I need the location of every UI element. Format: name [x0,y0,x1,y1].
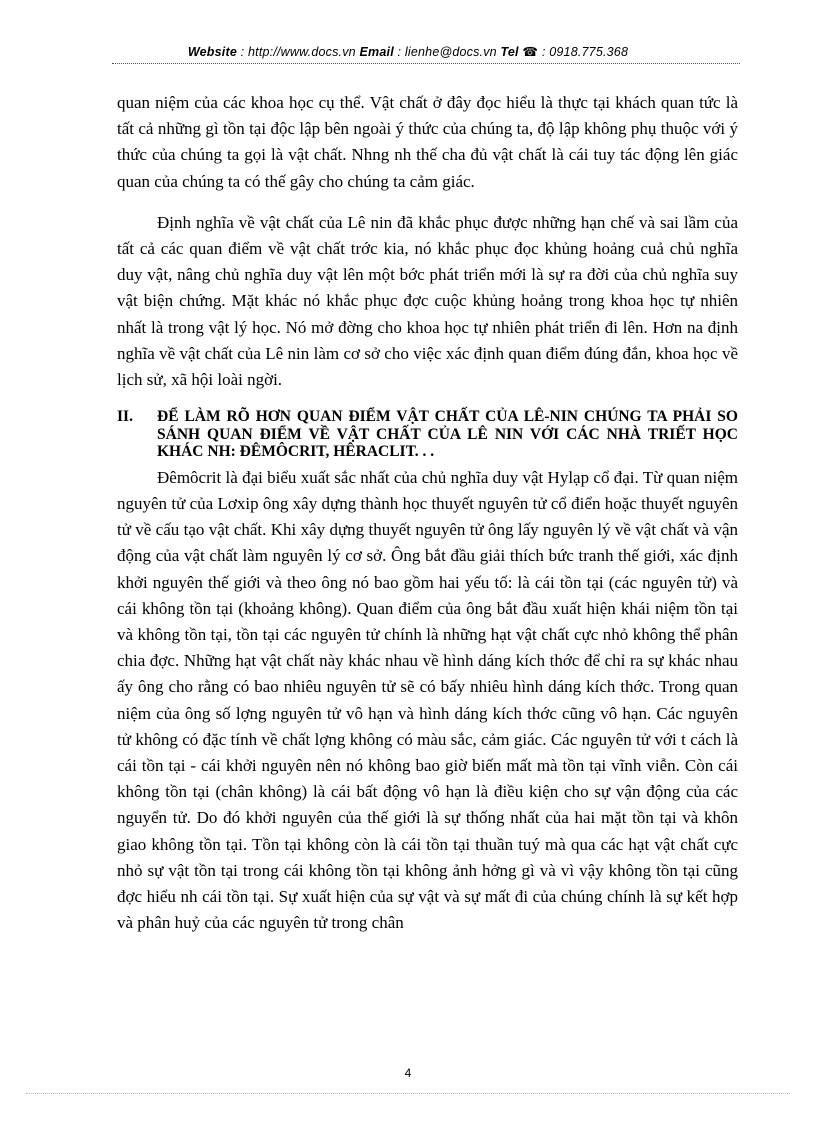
tel-separator: : [538,45,550,59]
section-number: II. [117,408,133,426]
website-separator: : [236,45,249,59]
section-gap [117,393,738,408]
page-number: 4 [404,1066,412,1080]
email-label: Email [359,45,394,59]
tel-label: Tel [500,45,519,59]
email-separator: : [393,45,405,59]
email-address[interactable]: lienhe@docs.vn [404,45,497,59]
section-title: ĐỂ LÀM RÕ HƠN QUAN ĐIỂM VẬT CHẤT CỦA LÊ-NIN CHÚNG TA PHẢI SO SÁNH QUAN ĐIỂM VỀ VẬT CHẤT CỦA LÊ NIN VỚI CÁC NHÀ TRIẾT HỌC KHÁC NH: ĐÊMÔCRIT, HÊRACLIT. . . [157,408,738,461]
section-heading [117,408,738,461]
paragraph-3: Đêmôcrit là đại biểu xuất sắc nhất của chủ nghĩa duy vật Hylạp cổ đại. Từ quan niệm nguyên tử của Lơxip ông xây dựng thành học thuyết nguyên tử cổ điển hoặc thuyết nguyên tử về cấu tạo vật chất. Khi xây dựng thuyết nguyên tử ông lấy nguyên lý về vật chất và vận động của vật chất làm nguyên lý cơ sở. Ông bắt đầu giải thích bức tranh thế giới, xác định khởi nguyên thế giới và theo ông nó bao gồm hai yếu tố: là cái tồn tại (các nguyên tử) và cái không tồn tại (khoảng không). Quan điểm của ông bắt đầu xuất hiện khái niệm tồn tại và không tồn tại, tồn tại các nguyên tử chính là những hạt vật chất cực nhỏ không thể phân chia đợc. Những hạt vật chất này khác nhau về hình dáng kích thớc để chỉ ra sự khác nhau ấy ông cho rằng có bao nhiêu nguyên tử sẽ có bấy nhiêu hình dáng kích thớc. Trong quan niệm của ông số lợng nguyên tử vô hạn và hình dáng kích thớc cũng vô hạn. Các nguyên tử không có đặc tính về chất lợng không có màu sắc, cảm giác. Các nguyên tử với t cách là cái tồn tại - cái khởi nguyên nên nó không bao giờ biến mất mà tồn tại vĩnh viễn. Còn cái không tồn tại (chân không) là cái bất động vô hạn là điều kiện cho sự vận động của các nguyển tử. Do đó khởi nguyên của thế giới là sự thống nhất của hai mặt tồn tại và khôn giao không tồn tại. Tồn tại không còn là cái tồn tại thuần tuý mà qua các hạt vật chất cực nhỏ sự vật tồn tại trong cái không tồn tại không ảnh hởng gì và vì vậy không tồn tại cũng đợc hiểu nh cái tồn tại. Sự xuất hiện của sự vật và sự mất đi của chúng chính là sự kết hợp và phân huỷ của các nguyên tử trong chân [117,467,738,933]
paragraph-gap [117,195,738,210]
page-header [0,44,816,59]
tel-number: 0918.775.368 [549,45,629,59]
website-label: Website [187,45,237,59]
header-divider [112,63,740,64]
website-url[interactable]: http://www.docs.vn [248,45,356,59]
footer-divider [26,1093,790,1094]
page-content [117,90,738,936]
paragraph-1: quan niệm của các khoa học cụ thể. Vật chất ở đây đọc hiểu là thực tại khách quan tức là tất cả những gì tồn tại độc lập bên ngoài ý thức của chúng ta, độ lập không phụ thuộc với ý thức của chúng ta gọi là vật chất. Nhng nh thế cha đủ vật chất là cái tuy tác động lên giác quan của chúng ta có thế gây cho chúng ta cảm giác. [117,93,738,191]
paragraph-2: Định nghĩa về vật chất của Lê nin đã khắc phục được những hạn chế và sai lầm của tất cả các quan điểm về vật chất trớc kia, nó khắc phục đọc khủng hoảng cuả chủ nghĩa duy vật, nâng chủ nghĩa duy vật lên một bớc phát triển mới là sự ra đời của chủ nghĩa suy vật biện chứng. Mặt khác nó khắc phục đợc cuộc khủng hoảng trong khoa học tự nhiên nhất là trong vật lý học. Nó mở đờng cho khoa học tự nhiên phát triển đi lên. Hơn na định nghĩa về vật chất của Lê nin làm cơ sở cho việc xác định quan điểm đúng đắn, khoa học về lịch sử, xã hội loài ngời. [117,212,738,390]
phone-icon: ☎ [522,45,539,59]
